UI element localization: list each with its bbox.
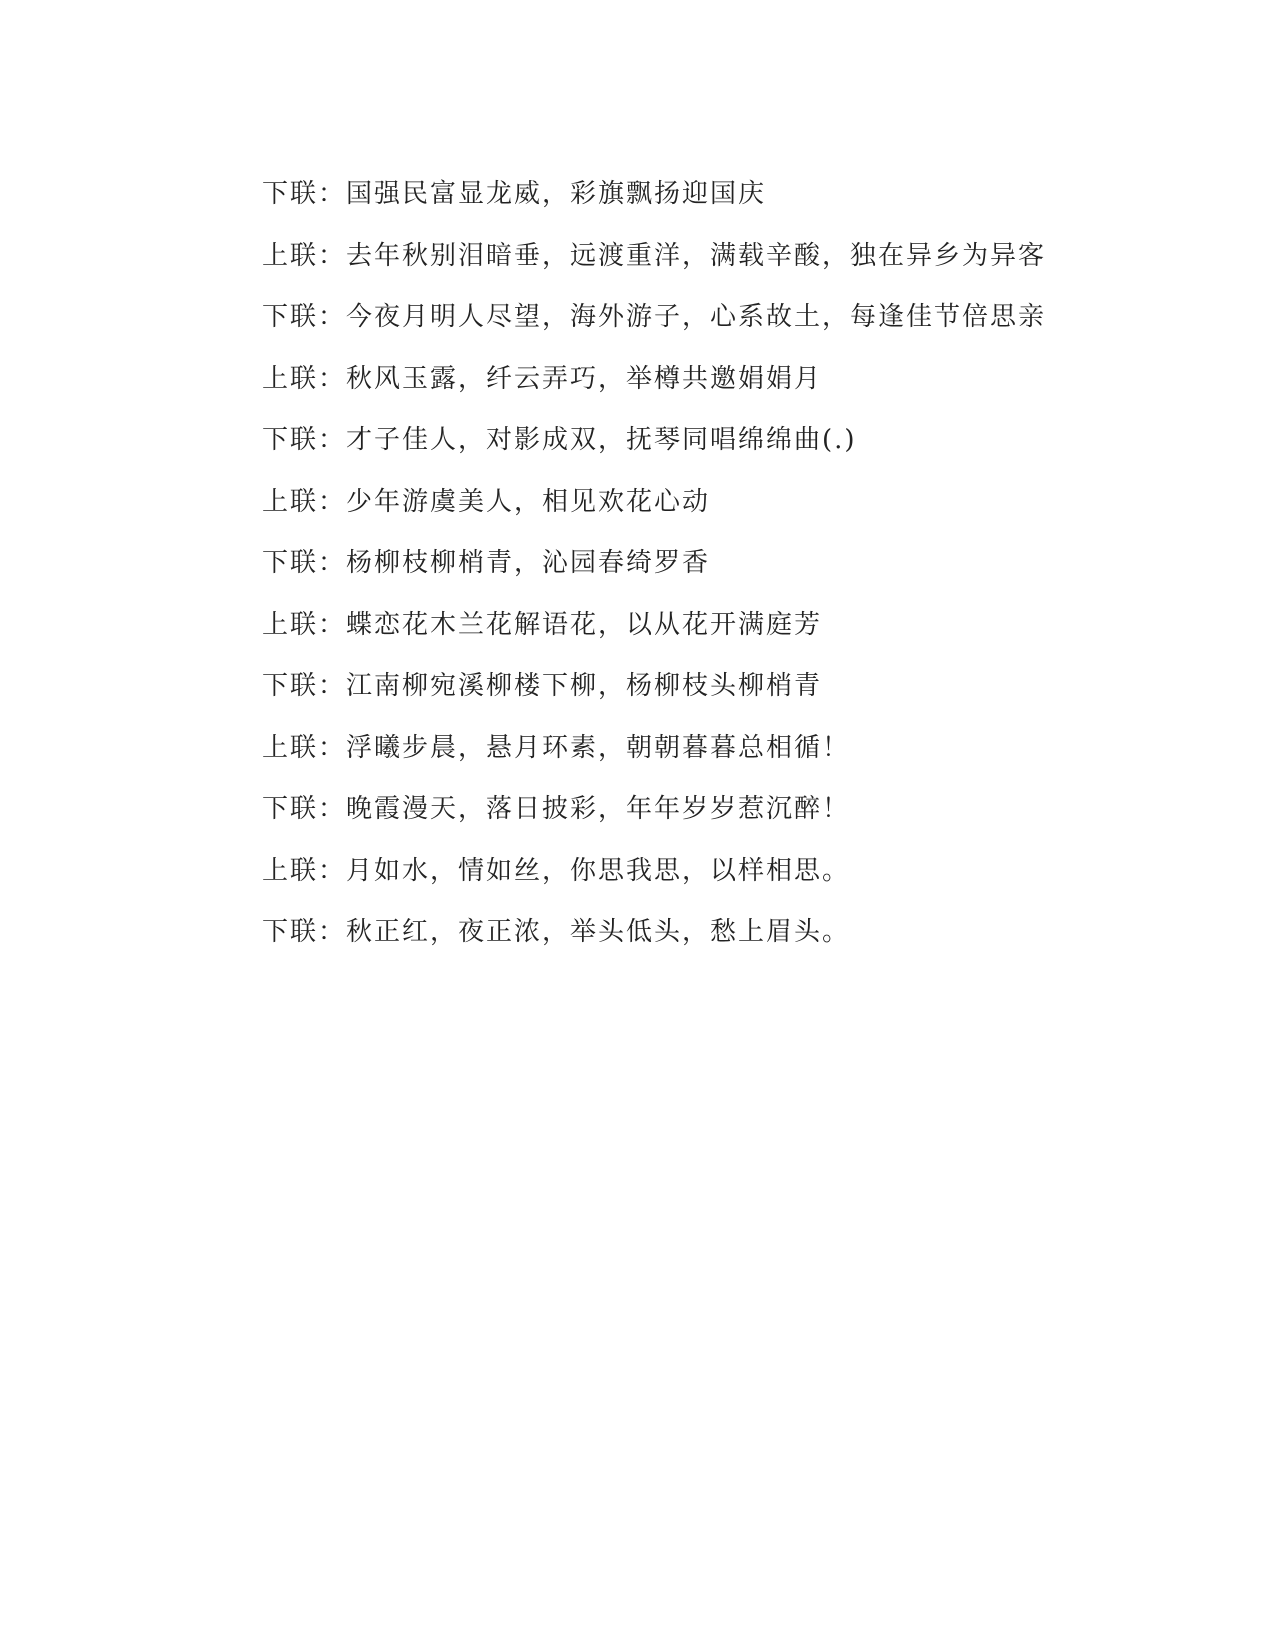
couplet-text: 去年秋别泪暗垂，远渡重洋，满载辛酸，独在异乡为异客 [346,240,1047,271]
couplet-text: 浮曦步晨，悬月环素，朝朝暮暮总相循！ [346,732,851,763]
couplet-label: 上联： [262,855,347,886]
couplet-text: 秋正红，夜正浓，举头低头，愁上眉头。 [346,917,851,947]
couplet-text: 国强民富显龙威，彩旗飘扬迎国庆 [346,179,767,209]
couplet-line [262,533,1142,595]
couplet-text: 蝶恋花木兰花解语花，以从花开满庭芳 [346,609,823,640]
couplet-label: 下联： [262,425,347,455]
couplet-label: 上联： [262,240,347,271]
couplet-label: 上联： [262,732,347,763]
couplet-line [262,718,1142,780]
couplet-label: 下联： [262,794,347,824]
couplet-line [262,841,1142,903]
couplet-text: 今夜月明人尽望，海外游子，心系故土，每逢佳节倍思亲 [346,302,1047,332]
couplet-label: 下联： [262,917,347,947]
couplet-text: 少年游虞美人，相见欢花心动 [346,486,711,517]
couplet-text: 杨柳枝柳梢青，沁园春绮罗香 [346,548,711,578]
couplet-label: 下联： [262,302,347,332]
couplet-text: 晚霞漫天，落日披彩，年年岁岁惹沉醉！ [346,794,851,824]
couplet-line [262,226,1142,288]
couplet-label: 上联： [262,363,347,394]
couplet-label: 上联： [262,609,347,640]
couplet-label: 上联： [262,486,347,517]
couplet-line [262,287,1142,349]
couplet-line [262,349,1142,411]
couplet-line [262,410,1142,472]
couplet-text: 才子佳人，对影成双，抚琴同唱绵绵曲(.) [346,425,857,455]
couplet-text: 秋风玉露，纤云弄巧，举樽共邀娟娟月 [346,363,823,394]
couplet-line [262,902,1142,964]
couplet-label: 下联： [262,179,347,209]
couplet-label: 下联： [262,671,347,701]
couplet-label: 下联： [262,548,347,578]
couplet-line [262,164,1142,226]
couplet-list [262,164,1142,964]
couplet-line [262,656,1142,718]
couplet-line [262,779,1142,841]
couplet-text: 江南柳宛溪柳楼下柳，杨柳枝头柳梢青 [346,671,823,701]
couplet-text: 月如水，情如丝，你思我思，以样相思。 [346,855,851,886]
couplet-line [262,595,1142,657]
couplet-line [262,472,1142,534]
